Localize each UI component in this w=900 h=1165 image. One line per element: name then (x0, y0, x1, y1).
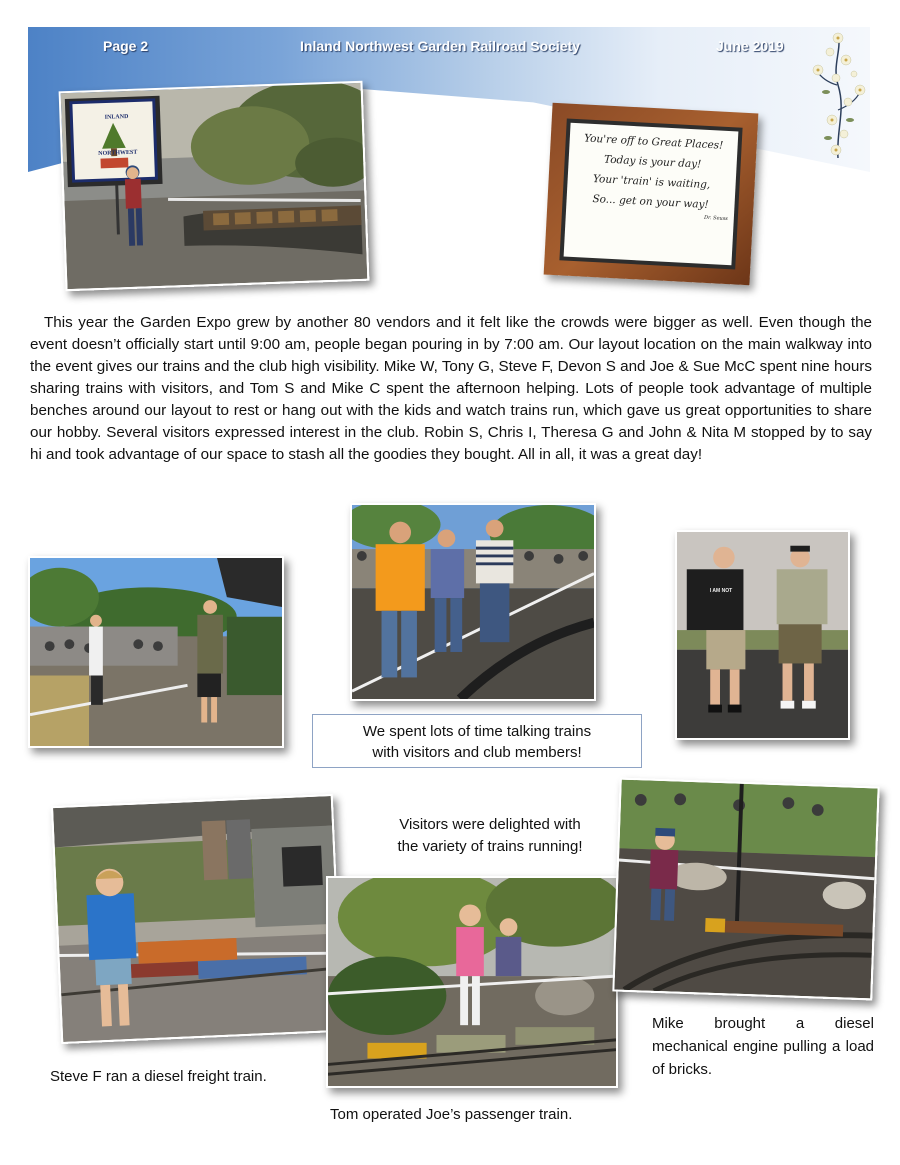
orange-shirt-photo (350, 503, 596, 701)
talking-caption (312, 714, 642, 768)
sign-photo (59, 81, 370, 291)
quote-line-3: Your 'train' is waiting, (592, 172, 711, 191)
framed-quote (544, 103, 759, 286)
bricks-train-photo (612, 778, 879, 1001)
delighted-caption (370, 814, 610, 858)
delighted-caption-line-2: the variety of trains running! (397, 838, 583, 855)
talking-caption-line-2: with visitors and club members! (372, 744, 582, 761)
intro-paragraph: This year the Garden Expo grew by another 80 vendors and it felt like the crowds were bigger as well. Even though the event doesn’t officially start until 9:00 am, people began pouring in by 7:00 am. Our layout location on the main walkway into the event gives our trains and the club high visibility. Mike W, Tony G, Steve F, Devon S and Joe & Sue McC spent nine hours sharing trains with visitors, and Tom S and Mike C spent the afternoon helping. Lots of people took advantage of multiple benches around our layout to rest or hang out with the kids and watch trains run, which gave us great opportunities to share our hobby. Several visitors expressed interest in the club. Robin S, Chris I, Theresa G and John & Nita M stopped by to say hi and took advantage of our space to stash all the goodies they bought. All in all, it was a great day! (30, 314, 872, 463)
shirt-text: I AM NOT (709, 588, 733, 594)
quote-line-4: So... get on your way! (592, 192, 710, 211)
quote-line-2: Today is your day! (603, 153, 702, 171)
girl-pink-shirt-photo (326, 876, 618, 1088)
quote-signature: Dr. Seuss (703, 214, 728, 222)
tom-caption: Tom operated Joe’s passenger train. (330, 1106, 573, 1123)
page-number: Page 2 (103, 38, 149, 54)
talking-caption-line-1: We spent lots of time talking trains (362, 723, 592, 740)
two-men-photo (675, 530, 850, 740)
delighted-caption-line-1: Visitors were delighted with (399, 816, 581, 833)
boy-blue-shirt-photo (51, 794, 343, 1044)
crowd-photo (28, 556, 284, 748)
quote-line-1: You're off to Great Places! (583, 132, 724, 152)
flower-decoration (808, 30, 868, 160)
issue-date: June 2019 (716, 38, 784, 54)
newsletter-title: Inland Northwest Garden Railroad Society (300, 38, 581, 54)
sign-line-2: NORTHWEST (98, 149, 138, 158)
mike-caption: Mike brought a diesel mechanical engine pulling a load of bricks. (652, 1015, 874, 1078)
sign-line-1: INLAND (104, 113, 129, 121)
steve-caption: Steve F ran a diesel freight train. (50, 1068, 267, 1085)
